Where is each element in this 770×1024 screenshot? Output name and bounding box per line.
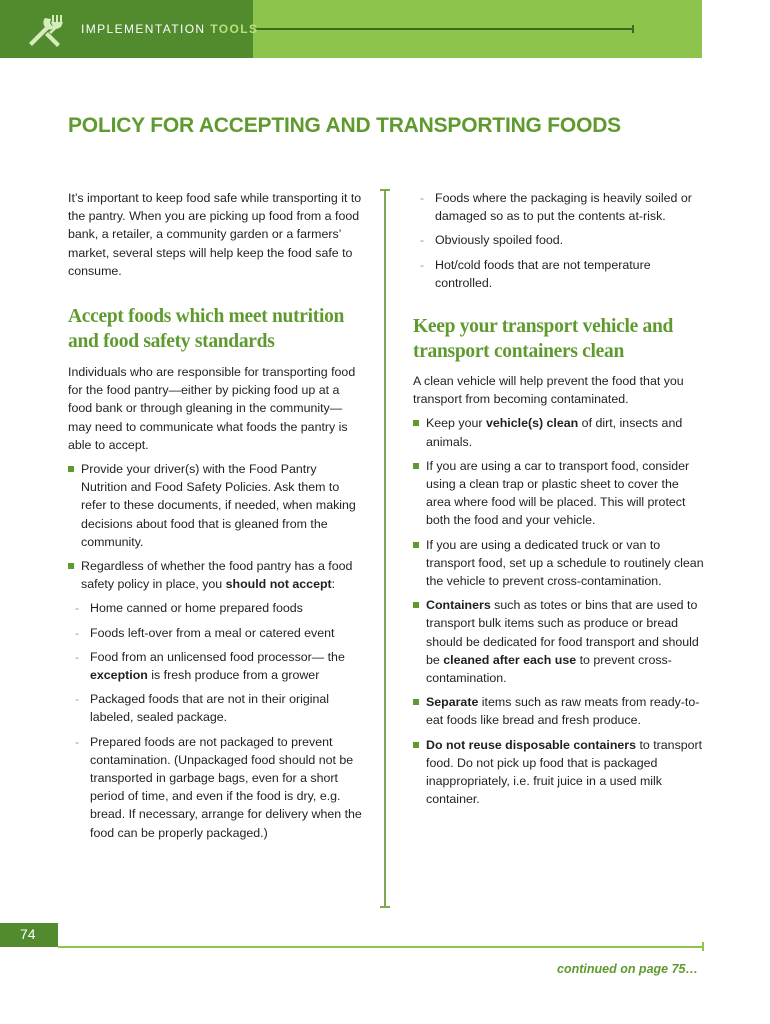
- bullet-truck-van: If you are using a dedicated truck or van to transport food, set up a schedule to routinely clean the vehicle to prevent cross-contamination.: [413, 536, 705, 591]
- heading-line-2: transport containers clean: [413, 341, 625, 363]
- not-accepted-list: [68, 599, 363, 841]
- left-column: [68, 189, 363, 842]
- heading-line-1: Keep your transport vehicle and: [413, 316, 674, 338]
- list-item: - Packaged foods that are not in their original labeled, sealed package.: [68, 690, 363, 726]
- header-rule: [253, 28, 633, 30]
- list-item: - Obviously spoiled food.: [413, 231, 705, 249]
- not-accepted-list-continued: [413, 189, 705, 292]
- section-heading-clean-vehicle: [413, 314, 705, 364]
- right-column: [413, 189, 705, 808]
- bullet-separate: Separate items such as raw meats from ready-to-eat foods like bread and fresh produce.: [413, 693, 705, 729]
- footer-rule-cap: [702, 942, 704, 951]
- header-title: IMPLEMENTATION TOOLS: [81, 22, 259, 36]
- bullet-no-reuse: Do not reuse disposable containers to transport food. Do not pick up food that is packaged inappropriately, i.e. fruit juice in a used milk container.: [413, 736, 705, 809]
- heading-line-1: Accept foods which meet nutrition: [68, 306, 345, 328]
- accept-foods-bullets: [68, 460, 363, 593]
- intro-paragraph: It’s important to keep food safe while transporting it to the pantry. When you are picking up food from a food bank, a retailer, a community garden or a farmers’ market, several steps will help keep the food safe to consume.: [68, 191, 362, 278]
- accept-foods-paragraph: Individuals who are responsible for transporting food for the food pantry—either by picking food up at a food bank or through gleaning in the community—may need to communicate what foods the pantry is able to accept.: [68, 365, 356, 452]
- bullet-containers: Containers such as totes or bins that are used to transport bulk items such as produce or bread should be dedicated for food transport and should be cleaned after each use to prevent cross-contamination.: [413, 596, 705, 687]
- page-title: POLICY FOR ACCEPTING AND TRANSPORTING FOODS: [68, 114, 621, 137]
- list-item: - Hot/cold foods that are not temperature controlled.: [413, 256, 705, 292]
- footer-rule: [58, 946, 704, 948]
- bullet-provide-policies: Provide your driver(s) with the Food Pantry Nutrition and Food Safety Policies. Ask them to refer to these documents, if needed, when making decisions about food that is gleaned from the community.: [68, 460, 363, 551]
- column-divider-cap-bottom: [380, 906, 390, 908]
- clean-vehicle-paragraph: A clean vehicle will help prevent the food that you transport from becoming contaminated.: [413, 374, 684, 407]
- column-divider: [384, 189, 386, 908]
- list-item: - Foods left-over from a meal or catered event: [68, 624, 363, 642]
- list-item: - Prepared foods are not packaged to prevent contamination. (Unpackaged food should not be transported in garbage bags, even for a short period of time, and even if the food is dry, e.g. bread. If necessary, arrange for delivery when the food can be properly packaged.): [68, 733, 363, 842]
- list-item: - Home canned or home prepared foods: [68, 599, 363, 617]
- header-band: [0, 0, 702, 58]
- list-item: - Foods where the packaging is heavily soiled or damaged so as to put the contents at-risk.: [413, 189, 705, 225]
- page-number: 74: [20, 926, 36, 942]
- bullet-vehicle-clean: Keep your vehicle(s) clean of dirt, insects and animals.: [413, 414, 705, 450]
- clean-vehicle-bullets: [413, 414, 705, 808]
- list-item: - Food from an unlicensed food processor— the exception is fresh produce from a grower: [68, 648, 363, 684]
- continued-link[interactable]: continued on page 75…: [557, 962, 698, 976]
- heading-line-2: and food safety standards: [68, 331, 275, 353]
- header-rule-cap: [632, 25, 634, 33]
- column-divider-cap-top: [380, 189, 390, 191]
- bullet-car-transport: If you are using a car to transport food, consider using a clean trap or plastic sheet to cover the area where food will be placed. This will protect both the food and your vehicle.: [413, 457, 705, 530]
- fork-and-wrench-icon: [26, 12, 66, 48]
- section-heading-accept-foods: [68, 304, 363, 354]
- bullet-should-not-accept: Regardless of whether the food pantry has a food safety policy in place, you should not accept:: [68, 557, 363, 593]
